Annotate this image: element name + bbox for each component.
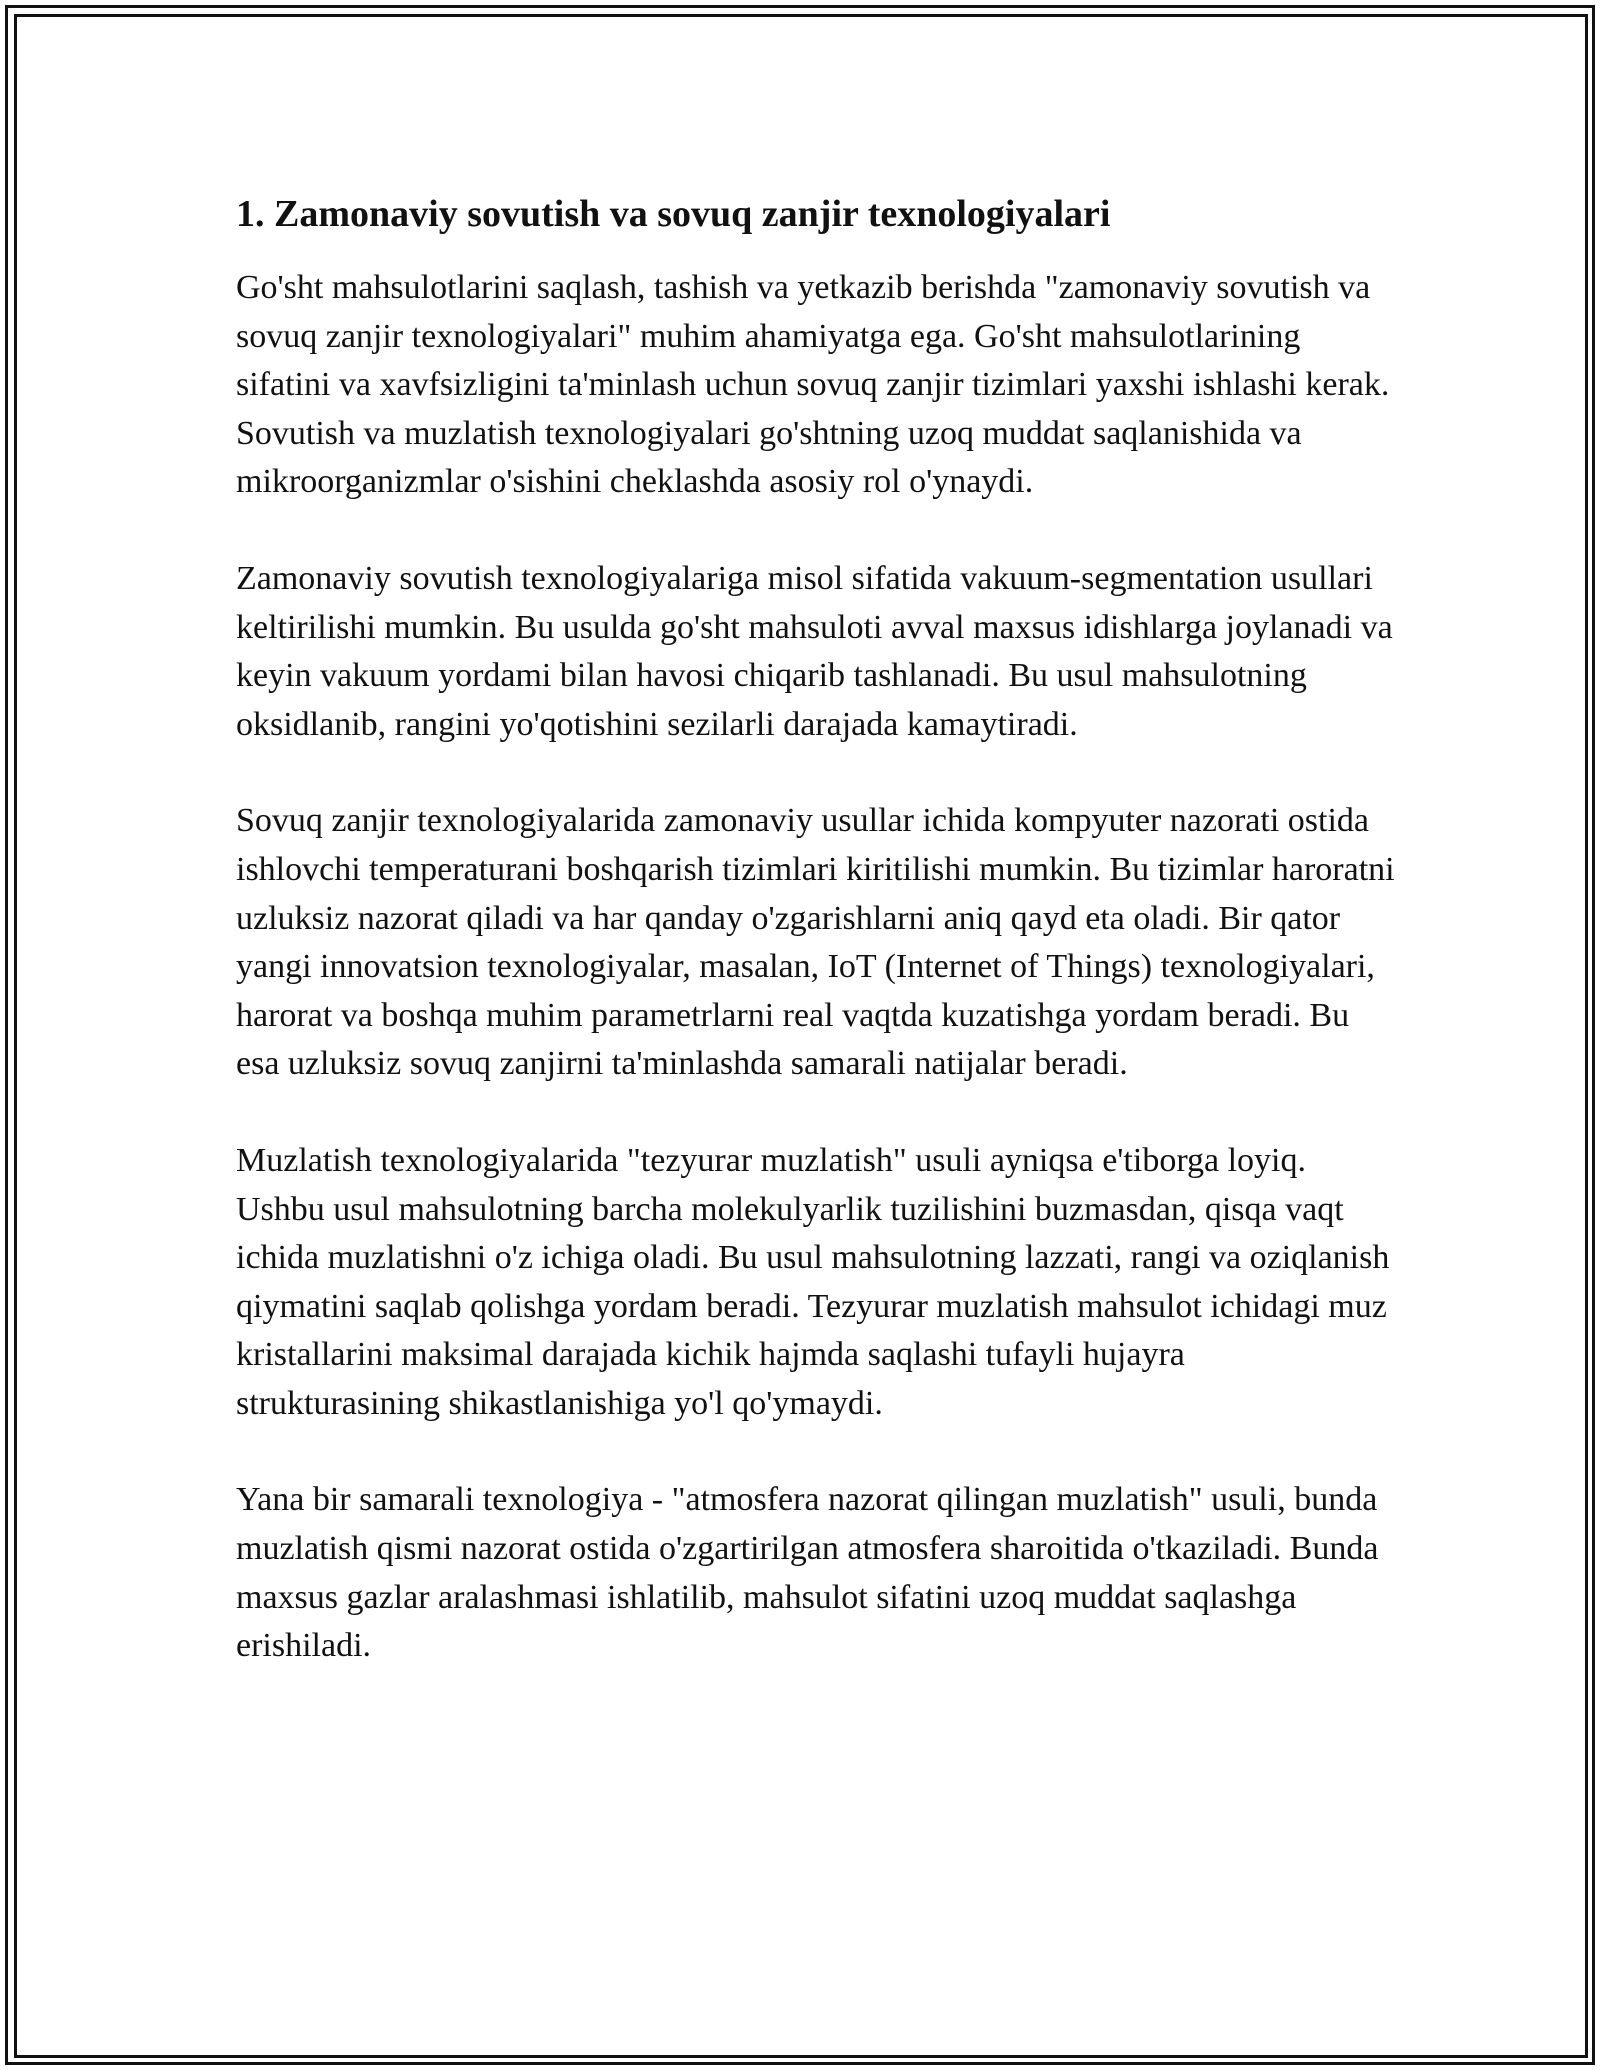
paragraph-4: Muzlatish texnologiyalarida "tezyurar muzlatish" usuli ayniqsa e'tiborga loyiq. Ushbu usul mahsulotning barcha molekulyarlik tuzilishini buzmasdan, qisqa vaqt ichida muzlatishni o'z ichiga oladi. Bu usul mahsulotning lazzati, rangi va oziqlanish qiymatini saqlab qolishga yordam beradi. Tezyurar muzlatish mahsulot ichidagi muz kristallarini maksimal darajada kichik hajmda saqlashi tufayli hujayra strukturasining shikastlanishiga yo'l qo'ymaydi. <box>236 1141 1390 1422</box>
paragraph-3: Sovuq zanjir texnologiyalarida zamonaviy usullar ichida kompyuter nazorati ostida ishlovchi temperaturani boshqarish tizimlari kiritilishi mumkin. Bu tizimlar haroratni uzluksiz nazorat qiladi va har qanday o'zgarishlarni aniq qayd eta oladi. Bir qator yangi innovatsion texnologiyalar, masalan, IoT (Internet of Things) texnologiyalari, harorat va boshqa muhim parametrlarni real vaqtda kuzatishga yordam beradi. Bu esa uzluksiz sovuq zanjirni ta'minlashda samarali natijalar beradi. <box>236 802 1395 1083</box>
document-body <box>236 188 1396 1719</box>
paragraph-2: Zamonaviy sovutish texnologiyalariga misol sifatida vakuum-segmentation usullari keltirilishi mumkin. Bu usulda go'sht mahsuloti avval maxsus idishlarga joylanadi va keyin vakuum yordami bilan havosi chiqarib tashlanadi. Bu usul mahsulotning oksidlanib, rangini yo'qotishini sezilarli darajada kamaytiradi. <box>236 559 1393 743</box>
paragraph-1: Go'sht mahsulotlarini saqlash, tashish va yetkazib berishda "zamonaviy sovutish va sovuq zanjir texnologiyalari" muhim ahamiyatga ega. Go'sht mahsulotlarining sifatini va xavfsizligini ta'minlash uchun sovuq zanjir tizimlari yaxshi ishlashi kerak. Sovutish va muzlatish texnologiyalari go'shtning uzoq muddat saqlanishida va mikroorganizmlar o'sishini cheklashda asosiy rol o'ynaydi. <box>236 269 1390 501</box>
section-heading: 1. Zamonaviy sovutish va sovuq zanjir texnologiyalari <box>236 193 1111 235</box>
paragraph-5: Yana bir samarali texnologiya - "atmosfera nazorat qilingan muzlatish" usuli, bunda muzlatish qismi nazorat ostida o'zgartirilgan atmosfera sharoitida o'tkaziladi. Bunda maxsus gazlar aralashmasi ishlatilib, mahsulot sifatini uzoq muddat saqlashga erishiladi. <box>236 1481 1379 1665</box>
